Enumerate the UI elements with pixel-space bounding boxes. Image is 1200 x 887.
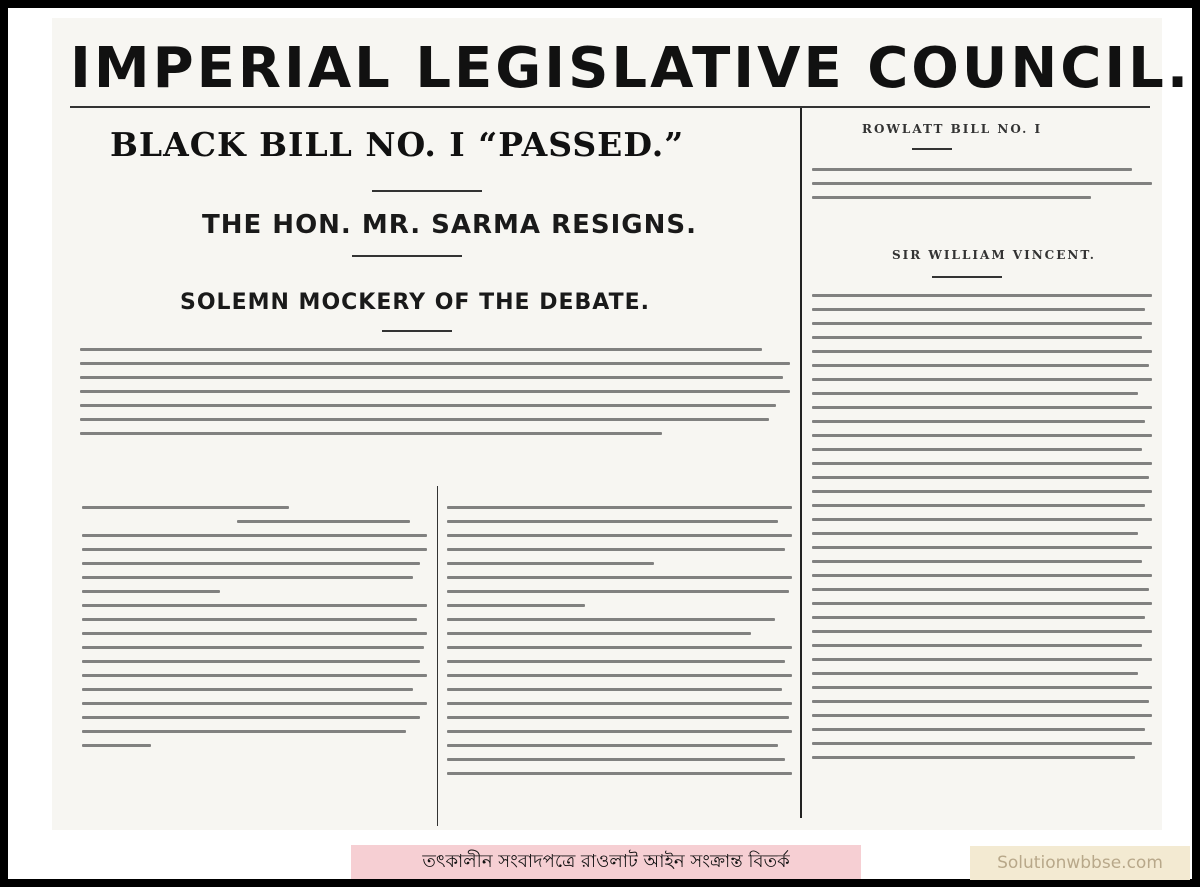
right-column-title: ROWLATT BILL NO. I (862, 122, 1043, 136)
ornament-rule (932, 276, 1002, 278)
ornament-rule (382, 330, 452, 332)
ornament-rule (372, 190, 482, 192)
right-column-intro (812, 168, 1152, 210)
ornament-rule (912, 148, 952, 150)
right-column-text (812, 294, 1152, 770)
right-column-subhead: SIR WILLIAM VINCENT. (892, 248, 1096, 262)
image-frame (8, 8, 1192, 879)
newspaper-clipping (52, 18, 1192, 830)
masthead-rule (70, 106, 1150, 108)
ornament-rule (352, 255, 462, 257)
headline: BLACK BILL NO. I “PASSED.” (110, 125, 685, 164)
inner-column-divider (437, 486, 438, 826)
masthead: IMPERIAL LEGISLATIVE COUNCIL. (70, 36, 1192, 101)
left-column-text (82, 506, 427, 758)
subheadline: THE HON. MR. SARMA RESIGNS. (202, 210, 697, 240)
deck-headline: SOLEMN MOCKERY OF THE DEBATE. (180, 290, 650, 315)
middle-column-text (447, 506, 792, 786)
intro-paragraph (80, 348, 790, 446)
site-watermark: Solutionwbbse.com (970, 846, 1190, 880)
caption-label: তৎকালীন সংবাদপত্রে রাওলাট আইন সংক্রান্ত বিতর্ক (351, 845, 861, 879)
column-divider (800, 108, 802, 818)
